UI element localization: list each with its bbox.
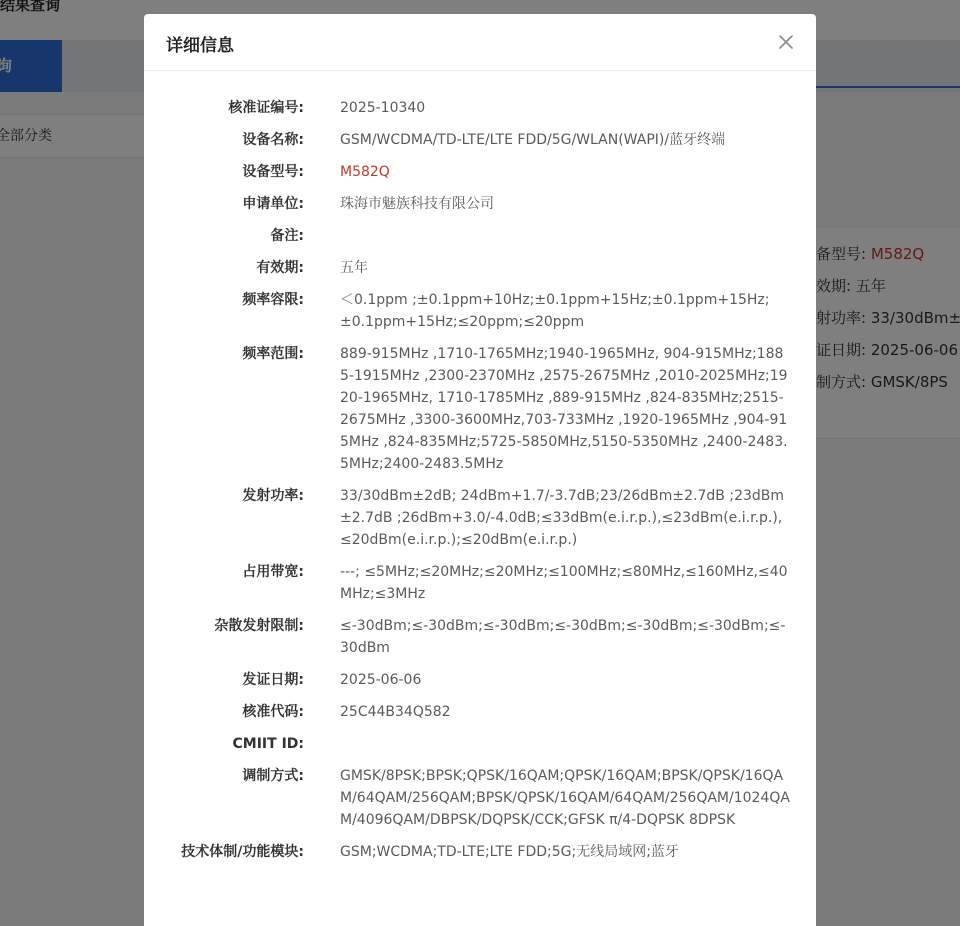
- field-device-model: [144, 161, 816, 183]
- field-value: 五年: [340, 260, 368, 276]
- field-label: 备注:: [270, 228, 304, 244]
- dialog-header: [144, 14, 816, 71]
- field-label: 占用带宽:: [242, 564, 304, 580]
- field-frequency-tolerance: [144, 289, 816, 333]
- field-label: 核准代码:: [242, 704, 304, 720]
- field-value: 2025-06-06: [340, 672, 422, 688]
- field-label: 发射功率:: [242, 488, 304, 504]
- field-label: 杂散发射限制:: [214, 618, 304, 634]
- field-value: 889-915MHz ,1710-1765MHz;1940-1965MHz, 904-915MHz;1885-1915MHz ,2300-2370MHz ,2575-2675MHz ,2010-2025MHz;1920-1965MHz, 1710-1785MHz ,889-915MHz ,824-835MHz;2515-2675MHz ,3300-3600MHz,703-733MHz ,1920-1965MHz ,904-915MHz ,824-835MHz;5725-5850MHz,5150-5350MHz ,2400-2483.5MHz;2400-2483.5MHz: [340, 346, 788, 472]
- field-value: [340, 733, 792, 755]
- field-value: 2025-10340: [340, 100, 426, 116]
- field-approval-number: [144, 97, 816, 119]
- field-value: GMSK/8PSK;BPSK;QPSK/16QAM;QPSK/16QAM;BPSK/QPSK/16QAM/64QAM/256QAM;BPSK/QPSK/16QAM/64QAM/256QAM/1024QAM/4096QAM/DBPSK/DQPSK/CCK;GFSK π/4-DQPSK 8DPSK: [340, 768, 790, 828]
- field-label: 设备名称:: [242, 132, 304, 148]
- field-label: 技术体制/功能模块:: [181, 844, 304, 860]
- field-validity: [144, 257, 816, 279]
- close-button[interactable]: [774, 30, 798, 54]
- field-label: 申请单位:: [242, 196, 304, 212]
- field-value: 33/30dBm±2dB; 24dBm+1.7/-3.7dB;23/26dBm±2.7dB ;23dBm±2.7dB ;26dBm+3.0/-4.0dB;≤33dBm(e.i.r.p.),≤23dBm(e.i.r.p.),≤20dBm(e.i.r.p.);≤20dBm(e.i.r.p.): [340, 488, 785, 548]
- field-issue-date: [144, 669, 816, 691]
- field-spurious-limit: [144, 615, 816, 659]
- field-label: CMIIT ID:: [232, 736, 304, 752]
- field-label: 设备型号:: [242, 164, 304, 180]
- field-label: 发证日期:: [242, 672, 304, 688]
- field-remarks: [144, 225, 816, 247]
- field-value: 珠海市魅族科技有限公司: [340, 196, 494, 212]
- field-frequency-range: [144, 343, 816, 475]
- field-label: 核准证编号:: [228, 100, 304, 116]
- field-value: GSM/WCDMA/TD-LTE/LTE FDD/5G/WLAN(WAPI)/蓝牙终端: [340, 132, 726, 148]
- dialog-body: [144, 71, 816, 863]
- field-value: M582Q: [340, 164, 390, 180]
- field-applicant: [144, 193, 816, 215]
- field-device-name: [144, 129, 816, 151]
- field-label: 频率范围:: [242, 346, 304, 362]
- field-label: 有效期:: [256, 260, 304, 276]
- field-bandwidth: [144, 561, 816, 605]
- field-value: ---; ≤5MHz;≤20MHz;≤20MHz;≤100MHz;≤80MHz,≤160MHz,≤40MHz;≤3MHz: [340, 564, 788, 602]
- field-value: 25C44B34Q582: [340, 704, 451, 720]
- dialog-title: 详细信息: [166, 36, 234, 56]
- field-technology: [144, 841, 816, 863]
- field-value: ＜0.1ppm ;±0.1ppm+10Hz;±0.1ppm+15Hz;±0.1ppm+15Hz;±0.1ppm+15Hz;≤20ppm;≤20ppm: [340, 292, 770, 330]
- close-icon: [779, 35, 793, 49]
- field-modulation: [144, 765, 816, 831]
- field-value: GSM;WCDMA;TD-LTE;LTE FDD;5G;无线局域网;蓝牙: [340, 844, 679, 860]
- field-approval-code: [144, 701, 816, 723]
- field-value: ≤-30dBm;≤-30dBm;≤-30dBm;≤-30dBm;≤-30dBm;≤-30dBm;≤-30dBm: [340, 618, 786, 656]
- field-label: 调制方式:: [242, 768, 304, 784]
- field-value: [340, 225, 792, 247]
- field-transmit-power: [144, 485, 816, 551]
- field-label: 频率容限:: [242, 292, 304, 308]
- detail-dialog: [144, 14, 816, 926]
- field-cmiit-id: [144, 733, 816, 755]
